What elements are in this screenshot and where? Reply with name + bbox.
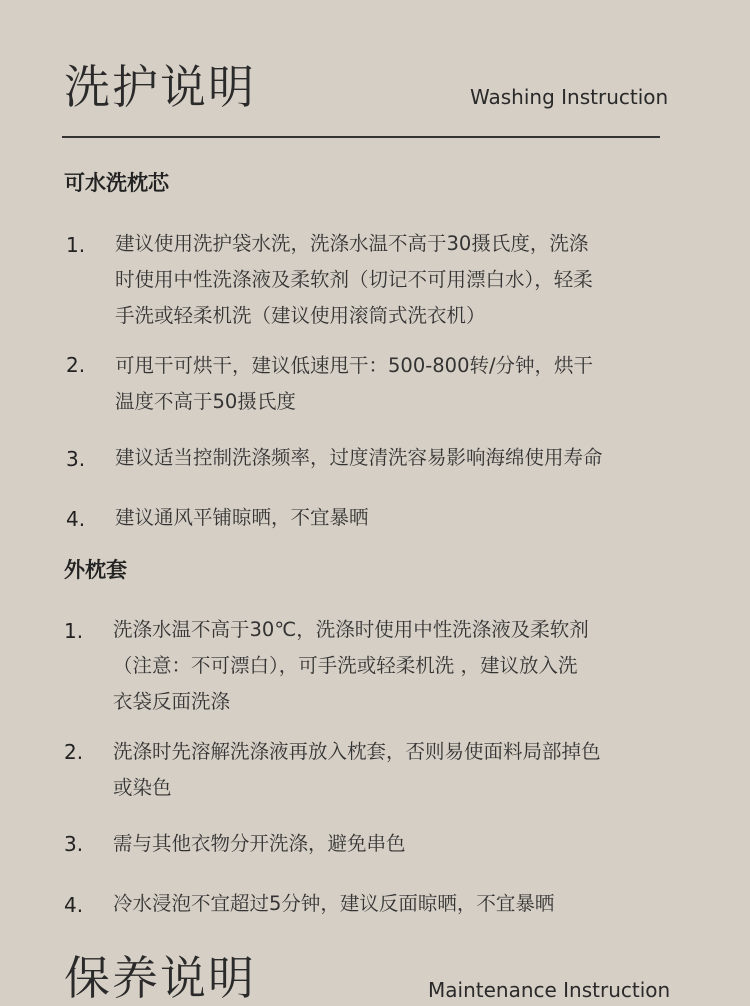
list-item-text [113, 612, 589, 720]
page-title: 洗护说明 [64, 60, 256, 114]
section-heading-washable-core: 可水洗枕芯 [64, 171, 169, 195]
text-line: 或染色 [113, 776, 172, 799]
list-item-text [115, 226, 593, 334]
list-item-text [113, 734, 601, 806]
item-number: 3. [66, 447, 86, 471]
text-line: 温度不高于50摄氏度 [115, 390, 296, 413]
text-line: 冷水浸泡不宜超过5分钟，建议反面晾晒，不宜暴晒 [113, 892, 555, 915]
item-number: 3. [64, 832, 84, 856]
maintenance-subtitle: Maintenance Instruction [428, 978, 671, 1002]
text-line: 建议通风平铺晾晒，不宜暴晒 [115, 506, 369, 529]
text-line: 需与其他衣物分开洗涤，避免串色 [113, 832, 406, 855]
list-item-text [113, 886, 554, 922]
list-item-text [115, 440, 603, 476]
list-item-text [115, 348, 593, 420]
item-number: 2. [66, 353, 86, 377]
text-line: （注意：不可漂白），可手洗或轻柔机洗 ，建议放入洗 [113, 654, 578, 677]
text-line: 洗涤时先溶解洗涤液再放入枕套，否则易使面料局部掉色 [113, 740, 601, 763]
text-line: 建议适当控制洗涤频率，过度清洗容易影响海绵使用寿命 [115, 446, 603, 469]
item-number: 4. [66, 507, 86, 531]
item-number: 4. [64, 893, 84, 917]
maintenance-title: 保养说明 [64, 951, 256, 1005]
text-line: 衣袋反面洗涤 [113, 690, 231, 713]
text-line: 可甩干可烘干，建议低速甩干：500-800转/分钟，烘干 [115, 354, 594, 377]
text-line: 手洗或轻柔机洗（建议使用滚筒式洗衣机） [115, 304, 486, 327]
section-heading-pillowcase: 外枕套 [64, 558, 127, 582]
item-number: 1. [66, 233, 86, 257]
list-item-text [115, 500, 369, 536]
text-line: 建议使用洗护袋水洗，洗涤水温不高于30摄氏度，洗涤 [115, 232, 589, 255]
text-line: 洗涤水温不高于30℃，洗涤时使用中性洗涤液及柔软剂 [113, 618, 589, 641]
item-number: 1. [64, 619, 84, 643]
text-line: 时使用中性洗涤液及柔软剂（切记不可用漂白水），轻柔 [115, 268, 593, 291]
list-item-text [113, 826, 406, 862]
page-subtitle: Washing Instruction [470, 85, 669, 109]
item-number: 2. [64, 740, 84, 764]
header-divider [62, 136, 660, 138]
